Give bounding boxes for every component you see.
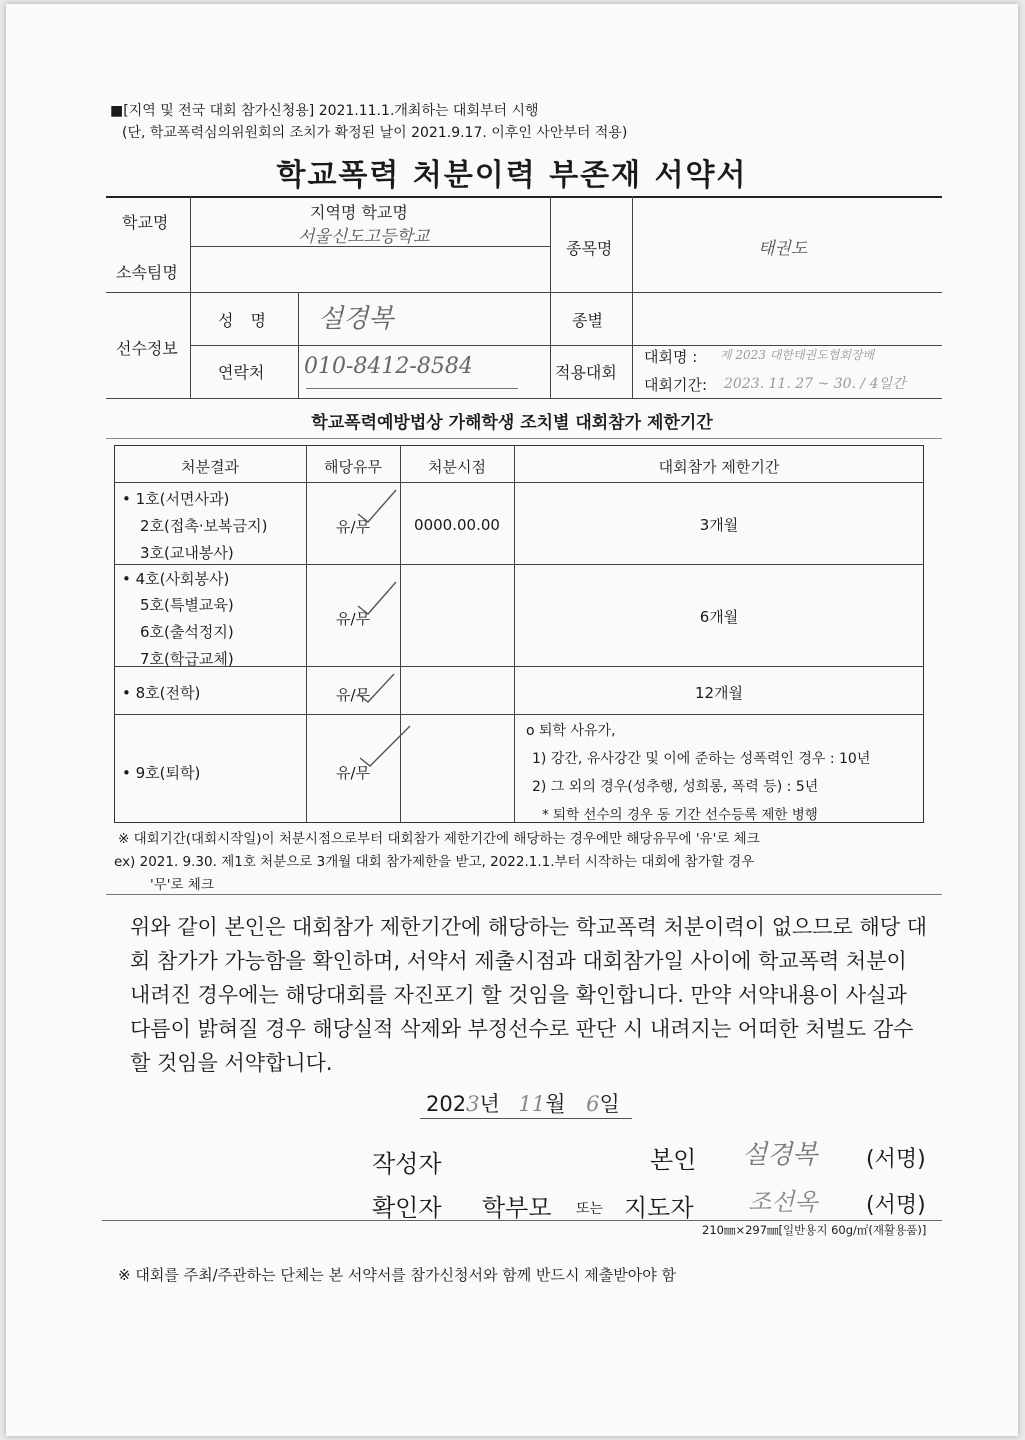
event-value: 태권도 bbox=[758, 239, 808, 259]
restriction-table-header-divider bbox=[114, 482, 924, 483]
coach-label: 지도자 bbox=[624, 1194, 694, 1222]
self-signature: 설경복 bbox=[742, 1140, 818, 1170]
date-month-suffix: 월 bbox=[545, 1092, 566, 1116]
expulsion-period-line: 2) 그 외의 경우(성추행, 성희롱, 폭력 등) : 5년 bbox=[532, 779, 819, 795]
checkmark-icon bbox=[356, 668, 402, 712]
restriction-row-divider bbox=[114, 564, 924, 565]
info-table-divider bbox=[632, 196, 633, 398]
checkmark-icon bbox=[356, 486, 402, 530]
name-value: 설경복 bbox=[318, 304, 394, 334]
date-day-suffix: 일 bbox=[599, 1092, 620, 1116]
disposition-item: 2호(접촉·보복금지) bbox=[140, 517, 268, 535]
info-table-bottom-border bbox=[106, 398, 942, 399]
disposition-item: 6호(출석정지) bbox=[140, 623, 234, 641]
date-day: 6 bbox=[586, 1092, 600, 1116]
info-table-top-border bbox=[106, 196, 942, 198]
footer-divider bbox=[102, 1220, 942, 1221]
applicable-check: 유/무 bbox=[335, 518, 371, 536]
notice-line-1: ■[지역 및 전국 대회 참가신청용] 2021.11.1.개최하는 대회부터 시행 bbox=[110, 103, 539, 119]
disposition-item: • 9호(퇴학) bbox=[122, 764, 201, 782]
date-year-prefix: 202 bbox=[426, 1092, 467, 1116]
checkmark-icon bbox=[358, 722, 414, 776]
restriction-section-title: 학교폭력예방법상 가해학생 조치별 대회참가 제한기간 bbox=[311, 413, 713, 433]
date-year-handwritten: 3 bbox=[466, 1092, 480, 1116]
disposition-item: • 8호(전학) bbox=[122, 684, 201, 702]
contact-underline bbox=[306, 388, 518, 389]
contact-label: 연락처 bbox=[218, 363, 265, 382]
tournament-period-label: 대회기간: bbox=[644, 376, 708, 394]
restriction-period: 3개월 bbox=[699, 516, 739, 534]
school-printed-placeholder: 지역명 학교명 bbox=[310, 203, 408, 222]
disposition-item: • 4호(사회봉사) bbox=[122, 570, 230, 588]
restriction-row-divider bbox=[114, 666, 924, 667]
document-page bbox=[6, 4, 1018, 1436]
tournament-period-value: 2023. 11. 27 ~ 30. / 4일간 bbox=[724, 376, 906, 392]
header-restriction-period: 대회참가 제한기간 bbox=[658, 458, 780, 476]
tournament-name-label: 대회명 : bbox=[644, 348, 698, 366]
disposition-item: 7호(학급교체) bbox=[140, 650, 234, 668]
self-label: 본인 bbox=[650, 1146, 697, 1174]
restriction-period: 12개월 bbox=[694, 684, 744, 702]
header-applicable: 해당유무 bbox=[324, 458, 382, 476]
disposition-item: 5호(특별교육) bbox=[140, 596, 234, 614]
team-label: 소속팀명 bbox=[116, 263, 178, 282]
disposition-date: 0000.00.00 bbox=[414, 516, 500, 534]
contact-value: 010-8412-8584 bbox=[304, 354, 473, 379]
name-label: 성 명 bbox=[218, 311, 272, 330]
coach-signature: 조선옥 bbox=[748, 1188, 818, 1216]
gender-label: 종별 bbox=[572, 311, 603, 330]
restriction-note-3: '무'로 체크 bbox=[150, 877, 214, 893]
author-label: 작성자 bbox=[372, 1150, 442, 1178]
or-label: 또는 bbox=[576, 1201, 604, 1217]
expulsion-period-line: 1) 강간, 유사강간 및 이에 준하는 성폭력인 경우 : 10년 bbox=[532, 751, 871, 767]
info-table-divider bbox=[550, 196, 551, 398]
document-title: 학교폭력 처분이력 부존재 서약서 bbox=[276, 158, 748, 193]
pledge-text: 위와 같이 본인은 대회참가 제한기간에 해당하는 학교폭력 처분이력이 없으므로 해당 대회 참가가 가능함을 확인하며, 서약서 제출시점과 대회참가일 사이에 학교폭력 처분이 내려진 경우에는 해당대회를 자진포기 할 것임을 확인합니다. 만약 서약내용이 사실과 다름이 밝혀질 경우 해당실적 삭제와 부정선수로 판단 시 내려지는 어떠한 처벌도 감수할 것임을 서약합니다. bbox=[130, 915, 928, 1075]
applied-tournament-label: 적용대회 bbox=[555, 363, 617, 382]
info-table-divider bbox=[190, 196, 191, 398]
applicable-check: 유/무 bbox=[335, 610, 371, 628]
confirmer-label: 확인자 bbox=[372, 1194, 442, 1222]
info-table-divider bbox=[298, 292, 299, 398]
notice-line-2: (단, 학교폭력심의위원회의 조치가 확정된 날이 2021.9.17. 이후인 사안부터 적용) bbox=[122, 125, 628, 141]
restriction-note-1: ※ 대회기간(대회시작일)이 처분시점으로부터 대회참가 제한기간에 해당하는 경우에만 해당유무에 '유'로 체크 bbox=[118, 831, 760, 847]
applicable-check: 유/무 bbox=[335, 686, 371, 704]
restriction-col-divider bbox=[514, 445, 515, 823]
paper-spec: 210㎜×297㎜[일반용지 60g/㎡(재활용품)] bbox=[702, 1223, 927, 1237]
parent-label: 학부모 bbox=[482, 1194, 552, 1222]
date-underline bbox=[420, 1118, 632, 1119]
expulsion-period-line: o 퇴학 사유가, bbox=[526, 723, 616, 739]
footer-note: ※ 대회를 주최/주관하는 단체는 본 서약서를 참가신청서와 함께 반드시 제출받아야 함 bbox=[118, 1266, 676, 1284]
sign-label: (서명) bbox=[866, 1193, 926, 1218]
restriction-note-2: ex) 2021. 9.30. 제1호 처분으로 3개월 대회 참가제한을 받고, 2022.1.1.부터 시작하는 대회에 참가할 경우 bbox=[114, 854, 755, 870]
section-divider bbox=[106, 894, 942, 895]
event-label: 종목명 bbox=[566, 239, 613, 258]
checkmark-icon bbox=[356, 578, 402, 622]
applicable-check: 유/무 bbox=[335, 764, 371, 782]
player-info-label: 선수정보 bbox=[116, 339, 178, 358]
disposition-item: • 1호(서면사과) bbox=[122, 490, 230, 508]
sign-label: (서명) bbox=[866, 1147, 926, 1172]
header-disposition-result: 처분결과 bbox=[181, 458, 239, 476]
restriction-row-divider bbox=[114, 714, 924, 715]
pledge-date bbox=[426, 1088, 620, 1118]
restriction-period: 6개월 bbox=[699, 608, 739, 626]
date-month: 11 bbox=[518, 1092, 546, 1116]
expulsion-period-line: * 퇴학 선수의 경우 동 기간 선수등록 제한 병행 bbox=[542, 807, 818, 823]
info-table-divider bbox=[106, 292, 942, 293]
school-label: 학교명 bbox=[122, 213, 169, 232]
disposition-item: 3호(교내봉사) bbox=[140, 544, 234, 562]
date-year-suffix: 년 bbox=[479, 1092, 500, 1116]
tournament-name-value: 제 2023 대한태권도협회장배 bbox=[720, 348, 875, 362]
section-divider bbox=[106, 438, 942, 439]
header-disposition-date: 처분시점 bbox=[428, 458, 486, 476]
school-value: 서울신도고등학교 bbox=[298, 227, 430, 247]
